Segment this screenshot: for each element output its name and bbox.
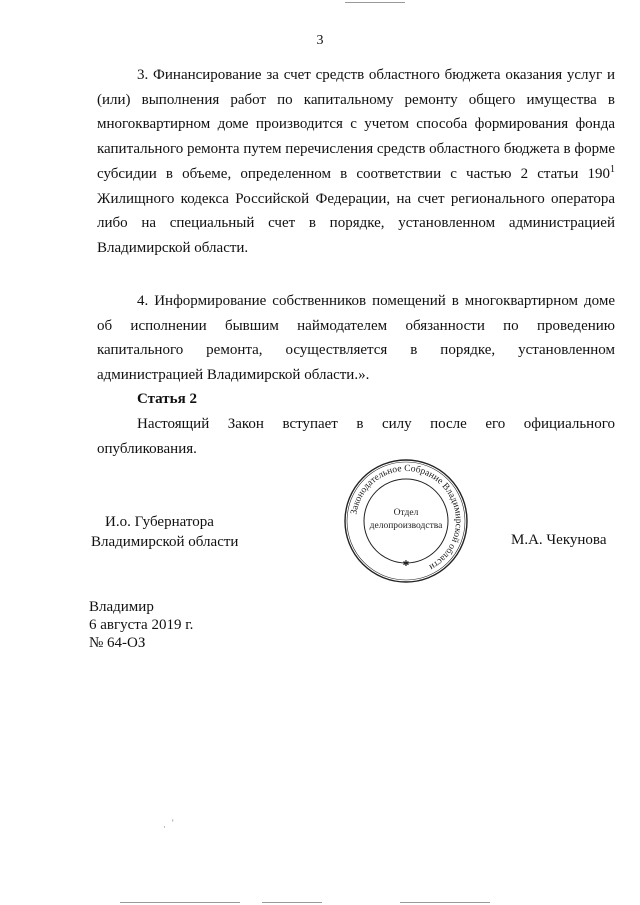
page-number: 3 (316, 33, 324, 48)
article-2-title: Статья 2 (137, 391, 197, 407)
paragraph-4: 4. Информирование собственников помещений в многоквартирном доме об исполнении бывшим наймодателем обязанности по проведению капитального ремонта, осуществляется в порядке, установленном администрацией Владимирской области.». (97, 293, 615, 384)
scan-artifact-tick: ' (172, 818, 174, 828)
law-number: № 64-ОЗ (89, 635, 146, 651)
superscript-1: 1 (610, 163, 615, 175)
signatory-name: М.А. Чекунова (511, 532, 607, 548)
scan-artifact-top (345, 2, 405, 3)
official-stamp (343, 458, 469, 584)
signing-details (89, 598, 193, 652)
stamp-center-line2: делопроизводства (369, 521, 443, 531)
article-2-body: Настоящий Закон вступает в силу после его официального опубликования. (97, 416, 615, 457)
stamp-ring-text: Законодательное Собрание Владимирской области (349, 463, 464, 572)
scan-artifact-bottom-2 (262, 902, 322, 903)
stamp-center-line1: Отдел (393, 508, 419, 518)
paragraph-3-text: 3. Финансирование за счет средств областного бюджета оказания услуг и (или) выполнения работ по капитальному ремонту общего имущества в многоквартирном доме производится с учетом способа формирования фонда капитального ремонта путем перечисления средств областного бюджета в форме субсидии в объеме, определенном в соответствии с частью 2 статьи 190 (97, 67, 615, 182)
signatory-title-line2: Владимирской области (91, 534, 239, 550)
signatory-title-line1: И.о. Губернатора (105, 514, 214, 530)
scan-artifact-bottom-1 (120, 902, 240, 903)
signing-city: Владимир (89, 599, 154, 615)
scan-artifact-bottom-3 (400, 902, 490, 903)
paragraph-3-text-continued: Жилищного кодекса Российской Федерации, на счет регионального оператора либо на специальный счет в порядке, установленном администрацией Владимирской области. (97, 190, 615, 256)
star-icon: ✱ (402, 559, 410, 568)
signing-date: 6 августа 2019 г. (89, 617, 194, 633)
signatory-title (91, 512, 238, 552)
scan-artifact-dot: · (163, 822, 166, 832)
paragraph-3 (97, 63, 615, 261)
